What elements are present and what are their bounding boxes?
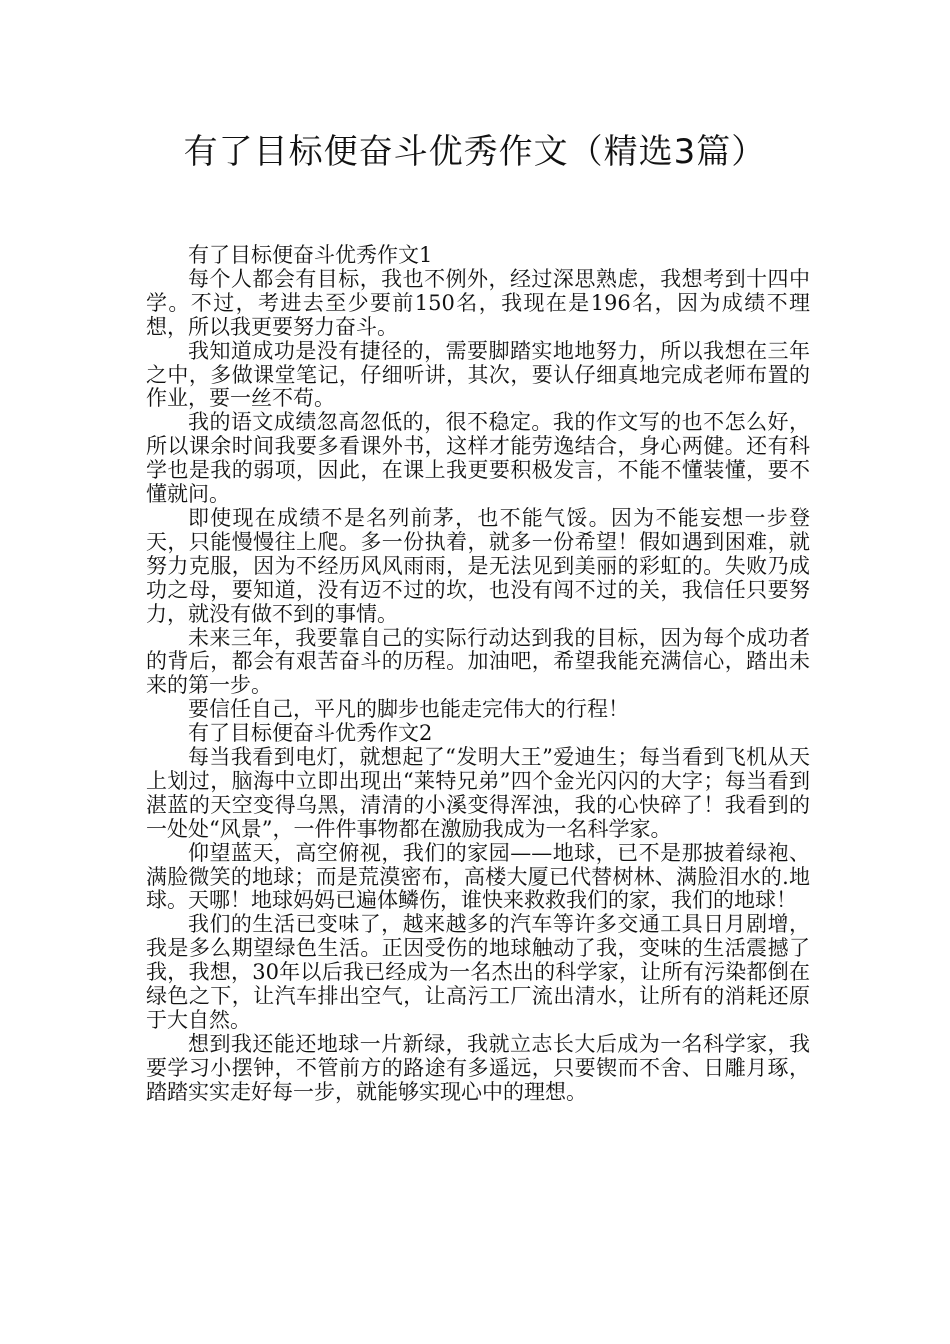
paragraph: 我们的生活已变味了，越来越多的汽车等许多交通工具日月剧增，我是多么期望绿色生活。正因受伤的地球触动了我，变味的生活震撼了我，我想，30年以后我已经成为一名杰出的科学家，让所有污染都倒在绿色之下，让汽车排出空气，让高污工厂流出清水，让所有的消耗还原于大自然。: [146, 912, 810, 1032]
essay-heading-2: 有了目标便奋斗优秀作文2: [188, 721, 433, 746]
paragraph: 即使现在成绩不是名列前茅，也不能气馁。因为不能妄想一步登天，只能慢慢往上爬。多一份执着，就多一份希望！假如遇到困难，就努力克服，因为不经历风风雨雨，是无法见到美丽的彩虹的。失败乃成功之母，要知道，没有迈不过的坎，也没有闯不过的关，我信任只要努力，就没有做不到的事情。: [146, 505, 810, 626]
essay-heading-1: 有了目标便奋斗优秀作文1: [188, 243, 433, 267]
paragraph: 想到我还能还地球一片新绿，我就立志长大后成为一名科学家，我要学习小摆钟，不管前方的路途有多遥远，只要锲而不舍、日雕月琢，踏踏实实走好每一步，就能够实现心中的理想。: [146, 1031, 810, 1104]
paragraph: 我的语文成绩忽高忽低的，很不稳定。我的作文写的也不怎么好，所以课余时间我要多看课外书，这样才能劳逸结合，身心两健。还有科学也是我的弱项，因此，在课上我更要积极发言，不能不懂装懂，要不懂就问。: [146, 410, 810, 507]
document-body: [146, 244, 810, 1105]
document-title: 有了目标便奋斗优秀作文（精选3篇）: [183, 132, 767, 172]
paragraph: 要信任自己，平凡的脚步也能走完伟大的行程！: [188, 697, 629, 722]
paragraph: 每个人都会有目标，我也不例外，经过深思熟虑，我想考到十四中学。不过，考进去至少要前150名，我现在是196名，因为成绩不理想，所以我更要努力奋斗。: [146, 266, 810, 339]
paragraph: 每当我看到电灯，就想起了“发明大王”爱迪生；每当看到飞机从天上划过，脑海中立即出现出“莱特兄弟”四个金光闪闪的大字；每当看到湛蓝的天空变得乌黑，清清的小溪变得浑浊，我的心快碎了！我看到的一处处“风景”，一件件事物都在激励我成为一名科学家。: [146, 745, 810, 841]
paragraph: 仰望蓝天，高空俯视，我们的家园——地球，已不是那披着绿袍、满脸微笑的地球；而是荒漠密布，高楼大厦已代替树林、满脸泪水的.地球。天哪！地球妈妈已遍体鳞伤，谁快来救救我们的家，我们的地球！: [146, 840, 810, 913]
paragraph: 未来三年，我要靠自己的实际行动达到我的目标，因为每个成功者的背后，都会有艰苦奋斗的历程。加油吧，希望我能充满信心，踏出未来的第一步。: [146, 625, 810, 698]
paragraph: 我知道成功是没有捷径的，需要脚踏实地地努力，所以我想在三年之中，多做课堂笔记，仔细听讲，其次，要认仔细真地完成老师布置的作业，要一丝不苟。: [146, 338, 810, 411]
